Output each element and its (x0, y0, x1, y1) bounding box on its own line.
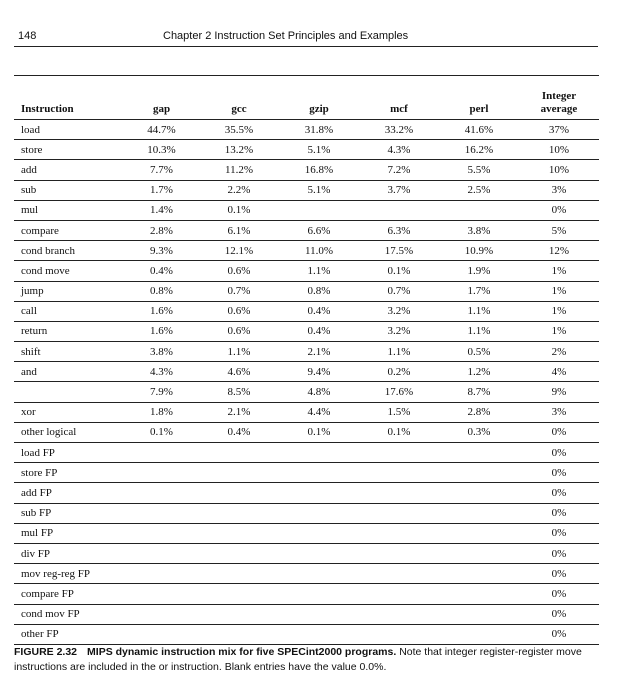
value-cell: 11.2% (199, 160, 279, 180)
value-cell: 1.1% (439, 301, 519, 321)
instruction-name-cell: sub (14, 180, 124, 200)
value-cell (199, 523, 279, 543)
table-row (14, 200, 599, 220)
value-cell: 5% (519, 220, 599, 240)
instruction-name-cell: add FP (14, 483, 124, 503)
instruction-name-cell: other logical (14, 422, 124, 442)
column-header-gzip: gzip (279, 76, 359, 120)
value-cell (439, 200, 519, 220)
value-cell: 6.6% (279, 220, 359, 240)
value-cell: 0% (519, 543, 599, 563)
value-cell: 7.9% (124, 382, 199, 402)
value-cell: 9% (519, 382, 599, 402)
value-cell: 1.6% (124, 301, 199, 321)
column-header-instruction: Instruction (14, 76, 124, 120)
value-cell (279, 584, 359, 604)
table-row (14, 503, 599, 523)
value-cell: 1.2% (439, 362, 519, 382)
table-row (14, 402, 599, 422)
value-cell: 17.5% (359, 241, 439, 261)
table-row (14, 160, 599, 180)
chapter-title: Chapter 2 Instruction Set Principles and Examples (163, 30, 409, 42)
value-cell (439, 503, 519, 523)
table-row (14, 564, 599, 584)
instruction-name-cell: load FP (14, 443, 124, 463)
table-row (14, 604, 599, 624)
value-cell (279, 523, 359, 543)
value-cell (359, 483, 439, 503)
instruction-name-cell: shift (14, 342, 124, 362)
value-cell: 11.0% (279, 241, 359, 261)
instruction-name-cell: other FP (21, 628, 59, 641)
instruction-name-cell: compare (14, 220, 124, 240)
value-cell (439, 604, 519, 624)
table-row (14, 624, 599, 644)
table-row (14, 422, 599, 442)
value-cell: 1% (519, 301, 599, 321)
instruction-name-cell: load (14, 120, 124, 140)
value-cell (199, 564, 279, 584)
value-cell (199, 463, 279, 483)
value-cell: 1.6% (124, 321, 199, 341)
instruction-name-cell: mul (14, 200, 124, 220)
table-row (14, 301, 599, 321)
value-cell: 0% (551, 628, 567, 641)
value-cell: 4.6% (199, 362, 279, 382)
value-cell (359, 564, 439, 584)
instruction-name-cell: xor (14, 402, 124, 422)
value-cell: 44.7% (124, 120, 199, 140)
value-cell: 9.4% (279, 362, 359, 382)
instruction-name-cell: call (14, 301, 124, 321)
value-cell: 1.7% (439, 281, 519, 301)
instruction-mix-table-container (14, 75, 599, 645)
value-cell (124, 543, 199, 563)
value-cell: 3% (519, 180, 599, 200)
value-cell: 0.1% (359, 422, 439, 442)
value-cell (279, 564, 359, 584)
value-cell: 0% (519, 584, 599, 604)
value-cell (199, 483, 279, 503)
value-cell (439, 523, 519, 543)
column-header-gap: gap (124, 76, 199, 120)
instruction-name-cell: cond branch (14, 241, 124, 261)
table-row (14, 180, 599, 200)
value-cell: 0.4% (279, 321, 359, 341)
value-cell (279, 624, 359, 644)
value-cell: 2.2% (199, 180, 279, 200)
value-cell: 10.3% (124, 140, 199, 160)
value-cell: 31.8% (279, 120, 359, 140)
value-cell (439, 584, 519, 604)
value-cell: 17.6% (359, 382, 439, 402)
value-cell: 0.4% (124, 261, 199, 281)
instruction-name-cell: jump (14, 281, 124, 301)
value-cell: 13.2% (199, 140, 279, 160)
table-row (14, 261, 599, 281)
instruction-name-cell: store FP (14, 463, 124, 483)
value-cell: 41.6% (439, 120, 519, 140)
value-cell (439, 463, 519, 483)
value-cell (279, 443, 359, 463)
instruction-name-cell: cond mov FP (14, 604, 124, 624)
value-cell (359, 463, 439, 483)
value-cell: 1.1% (199, 342, 279, 362)
value-cell: 2.1% (279, 342, 359, 362)
instruction-name-cell: cond move (14, 261, 124, 281)
value-cell (359, 200, 439, 220)
value-cell: 0% (519, 483, 599, 503)
value-cell: 4.3% (359, 140, 439, 160)
value-cell: 0.8% (279, 281, 359, 301)
value-cell (359, 604, 439, 624)
value-cell (279, 503, 359, 523)
value-cell: 0.1% (199, 200, 279, 220)
table-row (14, 523, 599, 543)
table-row (14, 483, 599, 503)
table-row (14, 584, 599, 604)
table-row (14, 241, 599, 261)
value-cell: 16.8% (279, 160, 359, 180)
value-cell: 8.5% (199, 382, 279, 402)
table-row (14, 140, 599, 160)
value-cell: 1% (519, 321, 599, 341)
value-cell: 1.1% (279, 261, 359, 281)
instruction-name-cell: add (14, 160, 124, 180)
value-cell: 2.1% (199, 402, 279, 422)
table-row (14, 220, 599, 240)
value-cell (439, 564, 519, 584)
value-cell: 16.2% (439, 140, 519, 160)
column-header-perl: perl (439, 76, 519, 120)
value-cell (199, 543, 279, 563)
instruction-name-cell: and (14, 362, 124, 382)
value-cell: 0.2% (359, 362, 439, 382)
value-cell: 2.8% (439, 402, 519, 422)
value-cell: 3.7% (359, 180, 439, 200)
value-cell: 0% (519, 604, 599, 624)
value-cell: 7.2% (359, 160, 439, 180)
value-cell (124, 443, 199, 463)
value-cell (359, 543, 439, 563)
value-cell (124, 523, 199, 543)
instruction-name-cell: mul FP (14, 523, 124, 543)
value-cell: 0.6% (199, 301, 279, 321)
value-cell: 4% (519, 362, 599, 382)
instruction-name-cell: return (14, 321, 124, 341)
table-body (14, 120, 599, 645)
value-cell (124, 584, 199, 604)
value-cell: 0.8% (124, 281, 199, 301)
value-cell: 0% (519, 443, 599, 463)
value-cell (439, 443, 519, 463)
value-cell: 1.8% (124, 402, 199, 422)
table-row (14, 342, 599, 362)
value-cell: 1% (519, 261, 599, 281)
value-cell (124, 483, 199, 503)
value-cell (359, 523, 439, 543)
value-cell: 4.4% (279, 402, 359, 422)
value-cell: 5.1% (279, 180, 359, 200)
value-cell: 33.2% (359, 120, 439, 140)
value-cell: 12.1% (199, 241, 279, 261)
value-cell: 0.6% (199, 261, 279, 281)
table-header-row (14, 76, 599, 120)
value-cell: 3.8% (439, 220, 519, 240)
value-cell: 0% (519, 463, 599, 483)
value-cell: 4.8% (279, 382, 359, 402)
value-cell: 1.7% (124, 180, 199, 200)
table-row (14, 321, 599, 341)
value-cell: 1.5% (359, 402, 439, 422)
value-cell: 7.7% (124, 160, 199, 180)
value-cell: 1.9% (439, 261, 519, 281)
value-cell: 0.4% (279, 301, 359, 321)
table-row (14, 543, 599, 563)
value-cell (279, 604, 359, 624)
value-cell: 37% (519, 120, 599, 140)
value-cell (359, 584, 439, 604)
column-header-integer-average: Integer average (519, 76, 599, 120)
value-cell: 0.1% (124, 422, 199, 442)
value-cell (199, 503, 279, 523)
value-cell: 0% (519, 503, 599, 523)
value-cell (439, 543, 519, 563)
value-cell (124, 564, 199, 584)
value-cell: 2.8% (124, 220, 199, 240)
column-header-gcc: gcc (199, 76, 279, 120)
instruction-name-cell: div FP (14, 543, 124, 563)
value-cell: 1.4% (124, 200, 199, 220)
page-header (14, 28, 598, 47)
value-cell: 0% (519, 422, 599, 442)
value-cell (124, 503, 199, 523)
value-cell (359, 503, 439, 523)
value-cell (359, 624, 439, 644)
value-cell: 3.2% (359, 321, 439, 341)
value-cell (439, 624, 519, 644)
value-cell: 1.1% (439, 321, 519, 341)
value-cell: 6.1% (199, 220, 279, 240)
value-cell: 0.1% (279, 422, 359, 442)
table-row (14, 382, 599, 402)
figure-caption (14, 645, 606, 675)
figure-label: FIGURE 2.32 (14, 646, 78, 658)
value-cell (199, 584, 279, 604)
table-row (14, 463, 599, 483)
value-cell (199, 604, 279, 624)
value-cell (124, 463, 199, 483)
instruction-name-cell: sub FP (14, 503, 124, 523)
table-row (14, 281, 599, 301)
value-cell: 0% (519, 200, 599, 220)
value-cell: 0% (519, 523, 599, 543)
value-cell (439, 483, 519, 503)
value-cell (279, 463, 359, 483)
value-cell: 0.1% (359, 261, 439, 281)
value-cell: 1.1% (359, 342, 439, 362)
value-cell: 10.9% (439, 241, 519, 261)
value-cell: 5.5% (439, 160, 519, 180)
table-row (14, 362, 599, 382)
table-row (14, 443, 599, 463)
value-cell (279, 200, 359, 220)
figure-title: MIPS dynamic instruction mix for five SPECint2000 programs. (87, 646, 397, 658)
value-cell: 1% (519, 281, 599, 301)
value-cell: 2% (519, 342, 599, 362)
value-cell (279, 543, 359, 563)
value-cell: 5.1% (279, 140, 359, 160)
value-cell: 10% (519, 160, 599, 180)
value-cell: 12% (519, 241, 599, 261)
value-cell: 8.7% (439, 382, 519, 402)
value-cell: 0.3% (439, 422, 519, 442)
value-cell (359, 443, 439, 463)
column-header-mcf: mcf (359, 76, 439, 120)
value-cell: 2.5% (439, 180, 519, 200)
instruction-mix-table (14, 75, 599, 645)
value-cell: 3.8% (124, 342, 199, 362)
value-cell: 10% (519, 140, 599, 160)
value-cell: 4.3% (124, 362, 199, 382)
value-cell: 0% (519, 564, 599, 584)
value-cell (199, 443, 279, 463)
value-cell: 0.7% (359, 281, 439, 301)
instruction-name-cell (14, 382, 124, 402)
value-cell: 0.5% (439, 342, 519, 362)
value-cell: 0.7% (199, 281, 279, 301)
value-cell: 35.5% (199, 120, 279, 140)
value-cell: 0.4% (199, 422, 279, 442)
page-number: 148 (18, 30, 37, 42)
value-cell: 6.3% (359, 220, 439, 240)
value-cell: 3.2% (359, 301, 439, 321)
table-row (14, 120, 599, 140)
value-cell (279, 483, 359, 503)
figure-caption-text: Note that integer register-register move instructions are included in the or instruction. Blank entries have the value 0.0%. (14, 646, 582, 673)
instruction-name-cell: compare FP (14, 584, 124, 604)
value-cell: 3% (519, 402, 599, 422)
value-cell: 9.3% (124, 241, 199, 261)
instruction-name-cell: mov reg-reg FP (14, 564, 124, 584)
value-cell: 0.6% (199, 321, 279, 341)
value-cell (199, 624, 279, 644)
instruction-name-cell: store (14, 140, 124, 160)
value-cell (124, 604, 199, 624)
value-cell (124, 624, 199, 644)
